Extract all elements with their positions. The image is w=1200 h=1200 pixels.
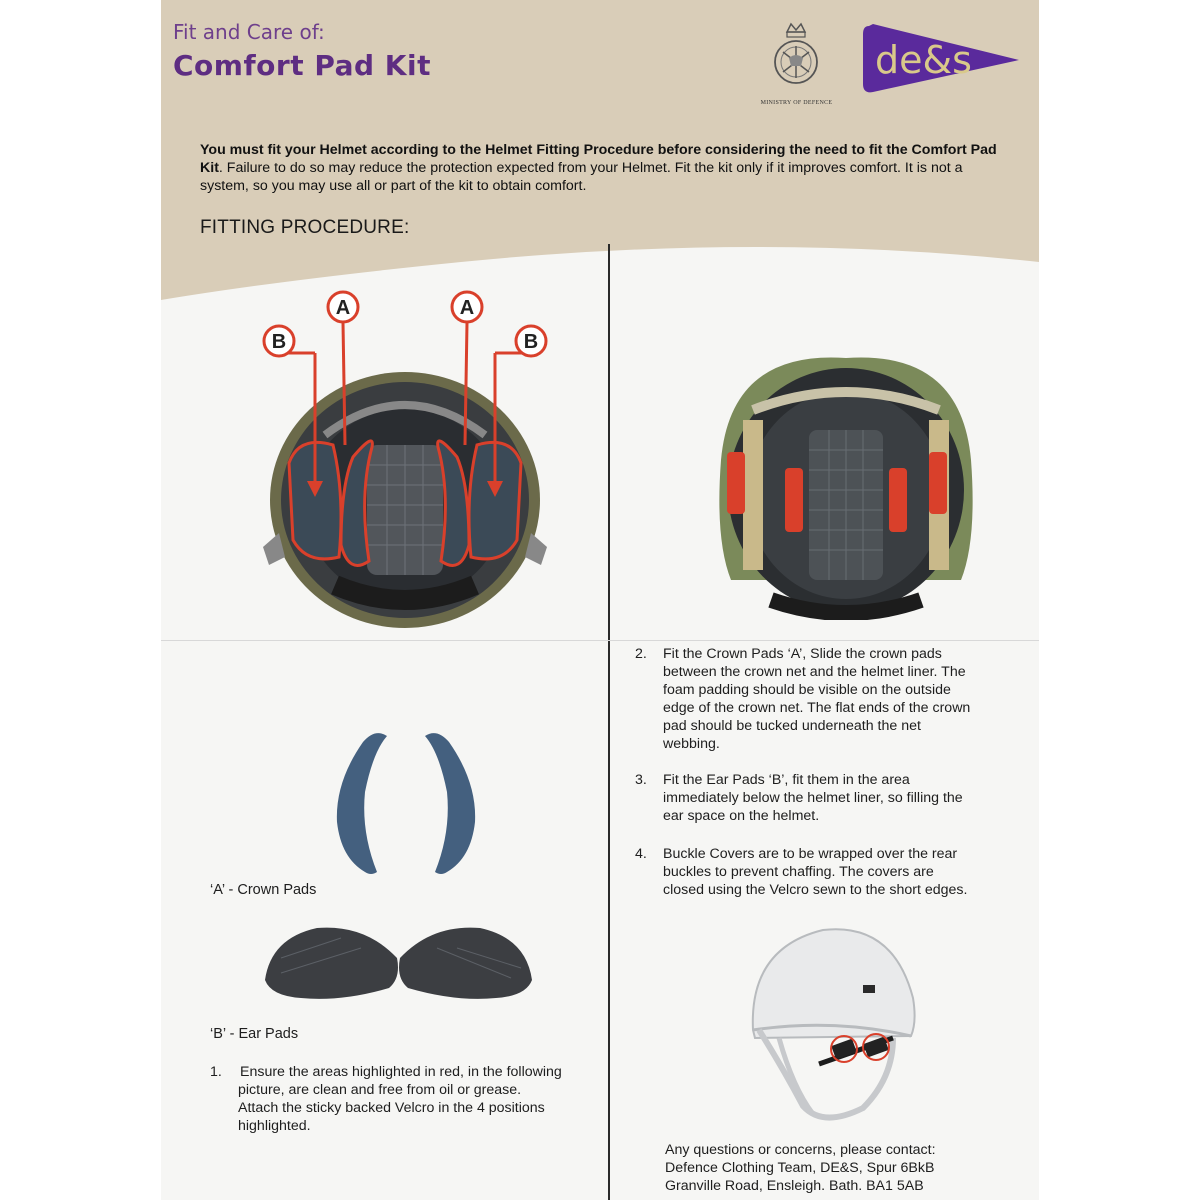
- step-4-line: closed using the Velcro sewn to the short edges.: [663, 882, 968, 898]
- step-2-text: [663, 645, 970, 753]
- des-logo: [861, 20, 1021, 98]
- step-4: [635, 845, 1035, 901]
- step-2-line: pad should be tucked underneath the net: [663, 718, 921, 734]
- callout-a-right: A: [459, 297, 475, 319]
- step-2-line: Fit the Crown Pads ‘A’, Slide the crown pads: [663, 646, 942, 662]
- intro-rest: . Failure to do so may reduce the protection expected from your Helmet. Fit the kit only if it improves comfort. It is not a system, so you may use all or part of the kit to obtain comfort.: [200, 160, 963, 194]
- step-1-line: Attach the sticky backed Velcro in the 4 positions: [238, 1100, 545, 1116]
- contact-block: [665, 1141, 1025, 1195]
- step-4-line: Buckle Covers are to be wrapped over the rear: [663, 846, 958, 862]
- step-4-number: 4.: [635, 846, 647, 862]
- helmet-buckle-covers-image: [743, 918, 918, 1140]
- helmet-interior-callout-figure: [255, 285, 555, 645]
- step-2-line: edge of the crown net. The flat ends of the crown: [663, 700, 971, 716]
- step-2: [635, 645, 1035, 755]
- callout-b-right: B: [523, 331, 539, 353]
- ear-pads-image: [261, 918, 536, 1008]
- ear-pads-label: ‘B’ - Ear Pads: [210, 1026, 299, 1042]
- step-2-line: foam padding should be visible on the outside: [663, 682, 951, 698]
- document-subtitle: Fit and Care of:: [173, 20, 325, 44]
- crown-pads-image: [321, 722, 491, 890]
- document-title: Comfort Pad Kit: [173, 49, 431, 82]
- crown-pads-label: ‘A’ - Crown Pads: [210, 882, 317, 898]
- helmet-velcro-positions-figure: [701, 340, 991, 620]
- step-4-text: [663, 845, 967, 899]
- intro-paragraph: [200, 141, 1000, 195]
- step-3: [635, 771, 1035, 827]
- step-2-number: 2.: [635, 646, 647, 662]
- step-1-line: Ensure the areas highlighted in red, in the following: [240, 1064, 562, 1080]
- step-3-line: immediately below the helmet liner, so filling the: [663, 790, 963, 806]
- step-1-line: highlighted.: [238, 1118, 311, 1134]
- step-3-number: 3.: [635, 772, 647, 788]
- fitting-procedure-heading: FITTING PROCEDURE:: [200, 217, 410, 238]
- contact-line: Any questions or concerns, please contact:: [665, 1142, 936, 1158]
- document-sheet: [161, 0, 1039, 1200]
- step-2-line: webbing.: [663, 736, 720, 752]
- contact-line: Granville Road, Ensleigh. Bath. BA1 5AB: [665, 1178, 924, 1194]
- contact-line: Defence Clothing Team, DE&S, Spur 6BkB: [665, 1160, 935, 1176]
- callout-b-left: B: [271, 331, 287, 353]
- step-1: [210, 1063, 605, 1143]
- step-1-line: picture, are clean and free from oil or grease.: [238, 1082, 522, 1098]
- intro-bold: You must fit your Helmet according to the Helmet Fitting Procedure before considering the need to fit the Comfort Pad Kit: [200, 142, 997, 176]
- step-1-text: [238, 1063, 562, 1135]
- column-divider: [608, 244, 610, 1200]
- des-logo-text: de&s: [875, 38, 972, 82]
- mod-caption: MINISTRY OF DEFENCE: [760, 100, 833, 106]
- step-1-number: 1.: [210, 1064, 222, 1080]
- crest-icon: [749, 18, 844, 98]
- step-4-line: buckles to prevent chaffing. The covers are: [663, 864, 934, 880]
- mod-crest-logo: [749, 18, 844, 113]
- step-3-text: [663, 771, 963, 825]
- step-3-line: Fit the Ear Pads ‘B’, fit them in the area: [663, 772, 910, 788]
- callout-a-left: A: [335, 297, 351, 319]
- step-3-line: ear space on the helmet.: [663, 808, 820, 824]
- step-2-line: between the crown net and the helmet liner. The: [663, 664, 966, 680]
